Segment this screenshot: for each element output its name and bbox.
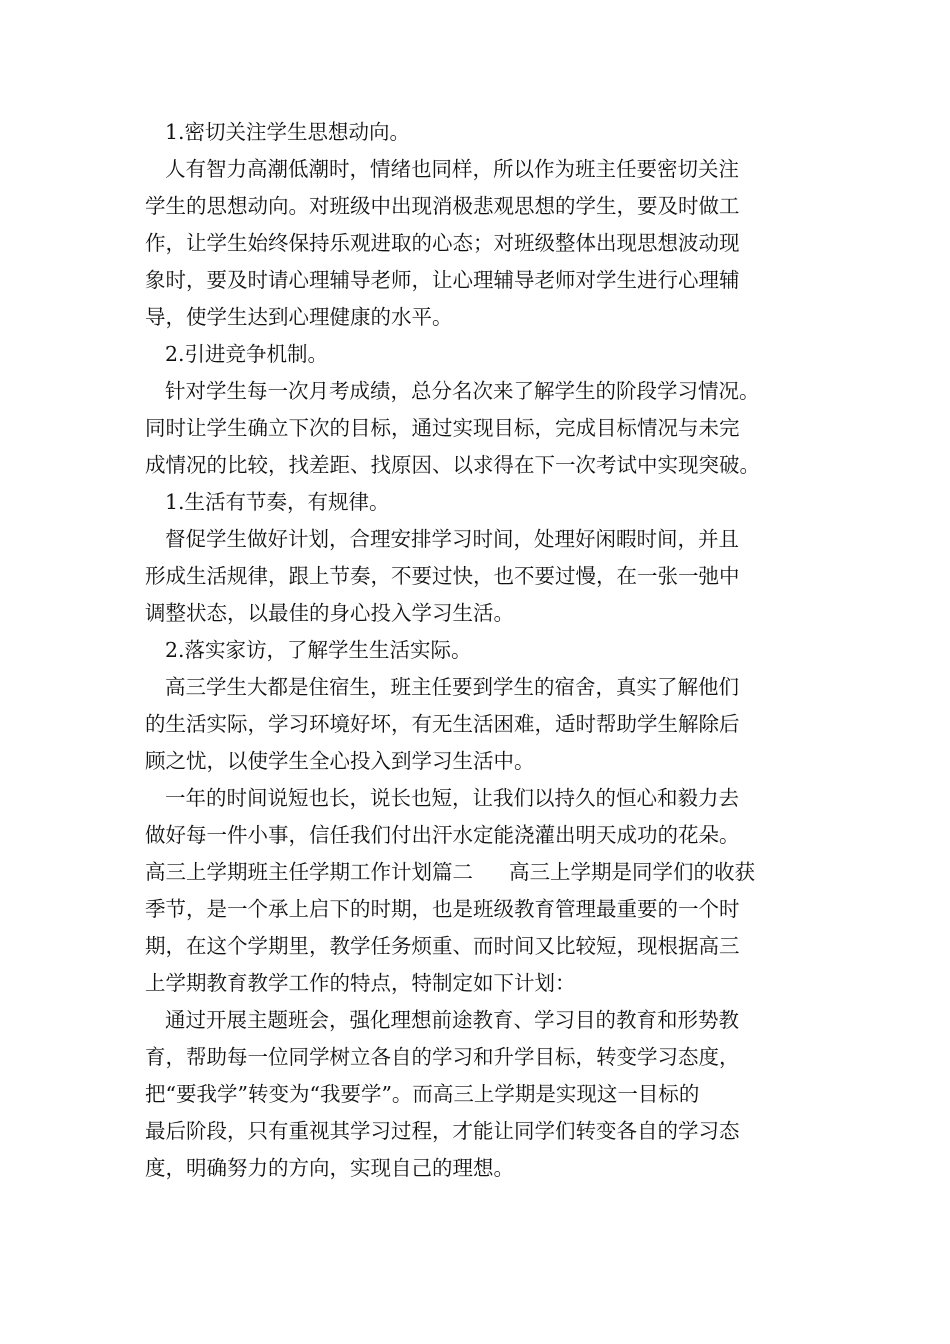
section-two — [145, 854, 825, 1002]
text-line: 育，帮助每一位同学树立各自的学习和升学目标，转变学习态度， — [145, 1045, 740, 1069]
text-line: 1.密切关注学生思想动向。 — [165, 120, 411, 144]
paragraph-conclusion — [145, 780, 825, 854]
text-line: 人有智力高潮低潮时，情绪也同样，所以作为班主任要密切关注 — [165, 157, 739, 181]
text-line: 把“要我学”转变为“我要学”。而高三上学期是实现这一目标的 — [145, 1082, 700, 1106]
text-line: 最后阶段，只有重视其学习过程，才能让同学们转变各自的学习态 — [145, 1119, 740, 1143]
document-page — [145, 114, 825, 1187]
text-line: 顾之忧，以使学生全心投入到学习生活中。 — [145, 749, 535, 773]
text-line: 督促学生做好计划，合理安排学习时间，处理好闲暇时间，并且 — [165, 527, 739, 551]
text-line: 的生活实际，学习环境好坏，有无生活困难，适时帮助学生解除后 — [145, 712, 740, 736]
paragraph-life-rhythm — [145, 521, 825, 632]
section-two-intro-start: 高三上学期是同学们的收获 — [509, 860, 755, 884]
section-two-title: 高三上学期班主任学期工作计划篇二 — [145, 860, 473, 884]
text-line: 学生的思想动向。对班级中出现消极悲观思想的学生，要及时做工 — [145, 194, 740, 218]
text-line: 针对学生每一次月考成绩，总分名次来了解学生的阶段学习情况。 — [165, 379, 760, 403]
heading-life-rhythm — [145, 484, 825, 521]
text-line: 象时，要及时请心理辅导老师，让心理辅导老师对学生进行心理辅 — [145, 268, 740, 292]
text-line: 导，使学生达到心理健康的水平。 — [145, 305, 453, 329]
heading-competition — [145, 336, 825, 373]
text-line: 成情况的比较，找差距、找原因、以求得在下一次考试中实现突破。 — [145, 453, 760, 477]
text-line: 季节，是一个承上启下的时期，也是班级教育管理最重要的一个时 — [145, 897, 740, 921]
paragraph-home-visits — [145, 669, 825, 780]
text-line: 做好每一件小事，信任我们付出汗水定能浇灌出明天成功的花朵。 — [145, 823, 740, 847]
text-line: 作，让学生始终保持乐观进取的心态；对班级整体出现思想波动现 — [145, 231, 740, 255]
text-line: 通过开展主题班会，强化理想前途教育、学习目的教育和形势教 — [165, 1008, 739, 1032]
paragraph-competition — [145, 373, 825, 484]
text-line: 高三学生大都是住宿生，班主任要到学生的宿舍，真实了解他们 — [165, 675, 739, 699]
text-line: 同时让学生确立下次的目标，通过实现目标，完成目标情况与未完 — [145, 416, 740, 440]
text-line: 2.落实家访，了解学生生活实际。 — [165, 638, 472, 662]
text-line: 度，明确努力的方向，实现自己的理想。 — [145, 1156, 514, 1180]
text-line: 1.生活有节奏，有规律。 — [165, 490, 390, 514]
text-line: 2.引进竞争机制。 — [165, 342, 329, 366]
text-line: 一年的时间说短也长，说长也短，让我们以持久的恒心和毅力去 — [165, 786, 739, 810]
paragraph-attention-thoughts — [145, 151, 825, 336]
heading-home-visits — [145, 632, 825, 669]
text-line — [145, 854, 825, 891]
heading-attention-thoughts — [145, 114, 825, 151]
text-line: 期，在这个学期里，教学任务烦重、而时间又比较短，现根据高三 — [145, 934, 740, 958]
text-line: 形成生活规律，跟上节奏，不要过快，也不要过慢，在一张一弛中 — [145, 564, 740, 588]
text-line: 调整状态，以最佳的身心投入学习生活。 — [145, 601, 514, 625]
paragraph-theme-meetings — [145, 1002, 825, 1187]
text-line: 上学期教育教学工作的特点，特制定如下计划： — [145, 971, 576, 995]
